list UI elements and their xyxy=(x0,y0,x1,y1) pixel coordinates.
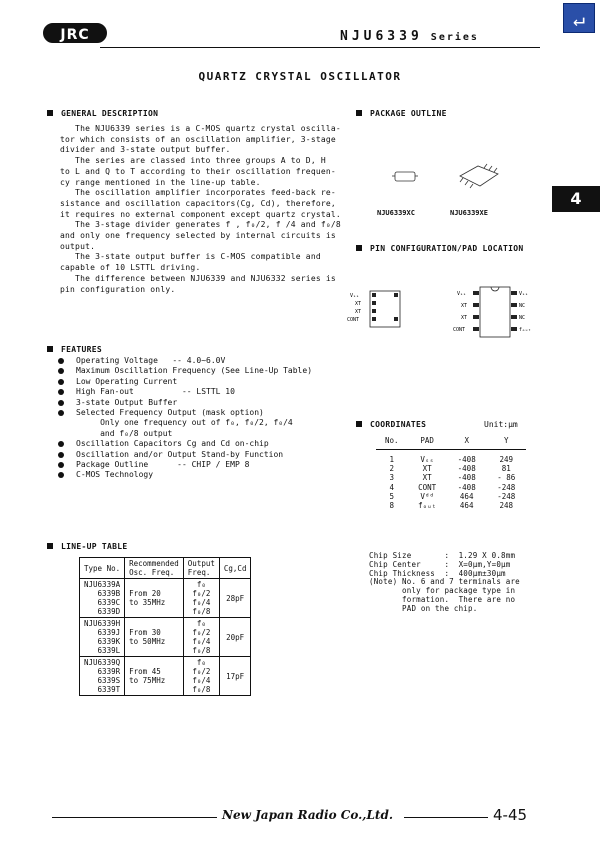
features-heading xyxy=(47,345,102,354)
coords-header-row xyxy=(376,436,526,450)
feature-item: High Fan-out -- LSTTL 10 xyxy=(56,387,312,397)
coords-row xyxy=(376,473,526,482)
coords-cell: 81 xyxy=(501,464,511,474)
chip-note-line: Chip Size : 1.29 X 0.8mm xyxy=(369,551,516,560)
chip-package-icon xyxy=(392,172,418,181)
lineup-row xyxy=(80,657,251,696)
lineup-header-row xyxy=(80,558,251,579)
coordinates-table xyxy=(376,436,526,510)
coords-cell: CONT xyxy=(418,482,437,492)
coords-header-cell: X xyxy=(447,436,487,450)
dip-left-pin-1: Vₛₛ xyxy=(457,291,467,297)
coords-cell: -408 xyxy=(457,473,476,483)
feature-item: Oscillation and/or Output Stand-by Function xyxy=(56,450,312,460)
coords-cell: 249 xyxy=(499,455,513,464)
feature-item: C-MOS Technology xyxy=(56,470,312,480)
features-list xyxy=(56,356,312,481)
page-title: QUARTZ CRYSTAL OSCILLATOR xyxy=(198,70,402,83)
feature-item: Operating Voltage -- 4.0~6.0V xyxy=(56,356,312,366)
lineup-header-cell: Recommended Osc. Freq. xyxy=(125,558,184,579)
feature-item: Only one frequency out of f₀, f₀/2, f₀/4 xyxy=(76,418,293,428)
lineup-cell-out: f₀ f₀/2 f₀/4 f₀/8 xyxy=(183,579,219,618)
dip-left-pin-3: XT xyxy=(461,315,468,321)
coords-cell: fₒᵤₜ xyxy=(418,501,437,511)
lineup-cell-freq: From 20 to 35MHz xyxy=(125,579,184,618)
coords-cell: -408 xyxy=(457,455,476,464)
chip-pin-2: XT xyxy=(355,301,362,307)
chip-pin-1: Vₛₛ xyxy=(350,293,360,299)
coords-cell: 464 xyxy=(459,491,474,501)
coords-cell: Vᵈᵈ xyxy=(420,491,434,501)
section-tab: 4 xyxy=(552,186,600,212)
lineup-cell-cap: 20pF xyxy=(219,618,251,657)
coords-cell: -248 xyxy=(497,482,516,492)
lineup-row xyxy=(80,618,251,657)
coords-cell: 3 xyxy=(389,473,394,483)
chip-note-line: only for package type in xyxy=(369,586,516,596)
jrc-logo: JRC xyxy=(43,23,107,43)
general-description-heading xyxy=(47,109,158,118)
heading-square-icon xyxy=(356,421,362,427)
lineup-table xyxy=(79,557,251,696)
lineup-cell-types: NJU6339A 6339B 6339C 6339D xyxy=(80,579,125,618)
dip-right-pin-4: fₒᵤₜ xyxy=(519,327,532,333)
coords-cell: XT xyxy=(422,473,432,483)
emp8-package-icon xyxy=(460,164,498,188)
coords-cell: XT xyxy=(422,464,432,474)
heading-square-icon xyxy=(47,346,53,352)
coords-header-cell: Y xyxy=(486,436,526,450)
series-title xyxy=(340,29,479,44)
pin-config-heading xyxy=(356,244,524,253)
pin-diagram xyxy=(345,283,545,345)
coords-cell: 4 xyxy=(389,482,394,492)
coords-cell: 464 xyxy=(459,501,474,511)
lineup-cell-cap: 17pF xyxy=(219,657,251,696)
heading-text: PIN CONFIGURATION/PAD LOCATION xyxy=(370,244,524,253)
lineup-cell-out: f₀ f₀/2 f₀/4 f₀/8 xyxy=(183,618,219,657)
package-drawings xyxy=(380,158,530,198)
dip-pin-diagram xyxy=(453,287,531,337)
feature-item: and f₀/8 output xyxy=(76,428,173,438)
lineup-header-cell: Cg,Cd xyxy=(219,558,251,579)
feature-item: 3-state Output Buffer xyxy=(56,398,312,408)
coords-cell: -408 xyxy=(457,482,476,492)
lineup-cell-freq: From 30 to 50MHz xyxy=(125,618,184,657)
package-label-emp: NJU6339XE xyxy=(450,209,488,217)
coords-row xyxy=(376,492,526,501)
heading-square-icon xyxy=(356,245,362,251)
lineup-cell-types: NJU6339H 6339J 6339K 6339L xyxy=(80,618,125,657)
dip-right-pin-3: NC xyxy=(519,315,526,321)
coords-cell: 248 xyxy=(499,501,513,511)
series-suffix: Series xyxy=(430,32,479,43)
heading-text: GENERAL DESCRIPTION xyxy=(61,109,159,118)
feature-item: Selected Frequency Output (mask option) xyxy=(56,408,312,418)
footer-rule-right xyxy=(404,817,488,818)
heading-square-icon xyxy=(47,110,53,116)
coords-row xyxy=(376,483,526,492)
coords-row xyxy=(376,464,526,473)
dip-right-pin-1: Vₛₛ xyxy=(519,291,529,297)
description-paragraph: The NJU6339 series is a C-MOS quartz crystal oscilla- tor which consists of an oscillation amplifier, 3-stage divider and 3-state output buffer. xyxy=(60,124,341,155)
lineup-header-cell: Type No. xyxy=(80,558,125,579)
coords-cell: -408 xyxy=(457,464,476,474)
coords-cell: - 86 xyxy=(497,473,516,483)
description-paragraph: The oscillation amplifier incorporates feed-back re- sistance and oscillation capacitors(Cg, Cd), therefore, it requires no external component except quartz crystal. xyxy=(60,188,341,219)
chip-notes xyxy=(369,552,520,614)
coordinates-unit: Unit:μm xyxy=(484,420,518,429)
chip-pin-3: XT xyxy=(355,309,362,315)
coords-row xyxy=(376,501,526,510)
heading-square-icon xyxy=(47,543,53,549)
description-paragraph: The 3-state output buffer is C-MOS compatible and capable of 10 LSTTL driving. xyxy=(60,252,321,273)
coords-header-cell: PAD xyxy=(407,436,447,450)
header-rule xyxy=(100,47,540,48)
heading-text: PACKAGE OUTLINE xyxy=(370,109,447,118)
package-label-chip: NJU6339XC xyxy=(377,209,415,217)
back-arrow-icon: ↵ xyxy=(572,7,586,31)
page-number: 4-45 xyxy=(493,806,528,824)
description-paragraph: The series are classed into three groups A to D, H to L and Q to T according to their oscillation frequen- cy range mentioned in the line-up table. xyxy=(60,156,336,187)
lineup-row xyxy=(80,579,251,618)
chip-note-line: formation. There are no xyxy=(369,594,516,604)
coords-cell: 2 xyxy=(389,464,394,474)
coords-header-cell: No. xyxy=(376,436,407,450)
lineup-header-cell: Output Freq. xyxy=(183,558,219,579)
coords-row xyxy=(376,455,526,464)
feature-item: Maximum Oscillation Frequency (See Line-Up Table) xyxy=(56,366,312,376)
coords-cell: 8 xyxy=(389,501,394,511)
dip-right-pin-2: NC xyxy=(519,303,526,309)
description-paragraph: The difference between NJU6339 and NJU6332 series is pin configuration only. xyxy=(60,273,336,294)
chip-note-line: (Note) No. 6 and 7 terminals are xyxy=(369,577,520,587)
coordinates-heading xyxy=(356,420,426,429)
feature-item: Low Operating Current xyxy=(56,377,312,387)
footer-company: New Japan Radio Co.,Ltd. xyxy=(222,808,394,822)
heading-text: COORDINATES xyxy=(370,420,427,429)
heading-square-icon xyxy=(356,110,362,116)
lineup-cell-types: NJU6339Q 6339R 6339S 6339T xyxy=(80,657,125,696)
general-description-body xyxy=(60,124,341,295)
description-paragraph: The 3-stage divider generates f , f₀/2, f /4 and f₀/8 and only one frequency selected by internal circuits is output. xyxy=(60,220,341,251)
chip-pin-4: CONT xyxy=(347,317,360,323)
dip-left-pin-2: XT xyxy=(461,303,468,309)
chip-note-line: Chip Center : X=0μm,Y=0μm xyxy=(369,559,511,569)
series-name: NJU6339 xyxy=(340,29,423,44)
lineup-cell-freq: From 45 to 75MHz xyxy=(125,657,184,696)
package-outline-heading xyxy=(356,109,447,118)
lineup-heading xyxy=(47,542,128,551)
feature-item: Oscillation Capacitors Cg and Cd on-chip xyxy=(56,439,312,449)
back-button[interactable] xyxy=(563,3,595,33)
chip-note-line: Chip Thickness : 400μm±30μm xyxy=(369,568,506,578)
lineup-cell-out: f₀ f₀/2 f₀/4 f₀/8 xyxy=(183,657,219,696)
footer-rule-left xyxy=(52,817,217,818)
coords-cell: 5 xyxy=(389,491,394,501)
chip-pad-diagram xyxy=(347,291,400,327)
lineup-cell-cap: 28pF xyxy=(219,579,251,618)
heading-text: LINE-UP TABLE xyxy=(61,542,128,551)
chip-note-line: PAD on the chip. xyxy=(369,603,478,613)
coords-cell: -248 xyxy=(497,491,516,501)
coords-cell: 1 xyxy=(389,455,394,464)
heading-text: FEATURES xyxy=(61,345,102,354)
coords-cell: Vₛₛ xyxy=(420,455,434,464)
feature-item: Package Outline -- CHIP / EMP 8 xyxy=(56,460,312,470)
dip-left-pin-4: CONT xyxy=(453,327,466,333)
